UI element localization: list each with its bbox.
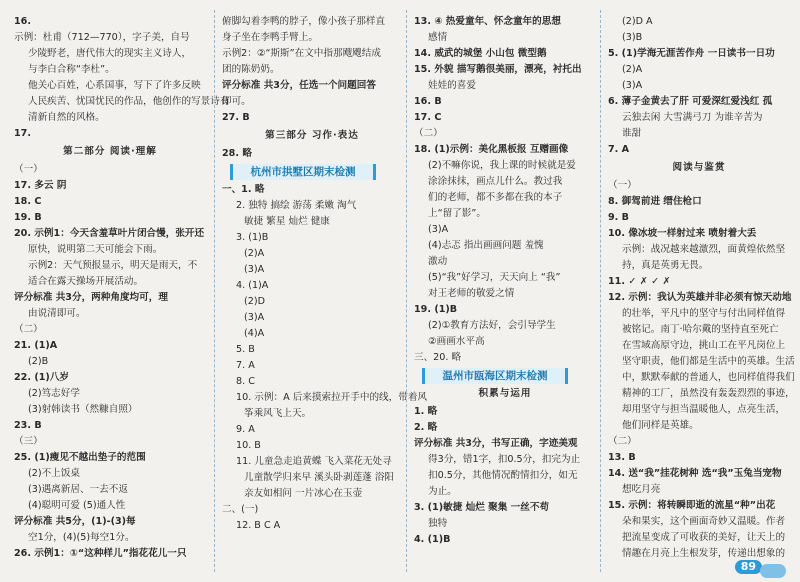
answer-line: 示例2：②“斯斯”在文中指那飕飕结成 xyxy=(222,48,381,59)
section-banner: 杭州市拱墅区期末检测 xyxy=(230,164,376,180)
answer-line: 13. ④ 热爱童年、怀念童年的思想 xyxy=(414,16,561,27)
answer-line: 少陵野老，唐代伟大的现实主义诗人， xyxy=(28,48,192,59)
answer-line: 把流星变成了可收获的美好，让天上的 xyxy=(622,532,786,543)
answer-line: ②画画水平高 xyxy=(428,336,485,347)
answer-line: （一） xyxy=(608,180,637,191)
answer-line: 16. xyxy=(14,16,31,27)
answer-line: (3)射韩读书（然糠自照） xyxy=(28,404,138,415)
answer-line: 11. ✓ ✗ ✓ ✗ xyxy=(608,276,671,287)
page-corner-decoration xyxy=(760,564,786,578)
answer-line: 18. C xyxy=(14,196,42,207)
answer-line: 他关心百姓，心系国事，写下了许多反映 xyxy=(28,80,201,91)
answer-line: 示例2：天气预报显示，明天是雨天，不 xyxy=(28,260,198,271)
answer-line: 与李白合称“李杜”。 xyxy=(28,64,115,75)
answer-line: 9. A xyxy=(236,424,255,435)
answer-line: 俯脚勾着李鸭的脖子，像小孩子那样直 xyxy=(222,16,386,27)
answer-line: 示例：杜甫（712—770），字子美，自号 xyxy=(14,32,190,43)
answer-line: 8. C xyxy=(236,376,255,387)
column-divider xyxy=(406,10,407,572)
answer-line: 17. C xyxy=(414,112,442,123)
answer-line: (2)不嘛你说，我上课的时候就是爱 xyxy=(428,160,576,171)
answer-line: 精神的工厂，虽然没有轰轰烈烈的事迹， xyxy=(622,388,795,399)
answer-line: 朵和果实，这个画面奇妙又温暖。作者 xyxy=(622,516,786,527)
answer-line: 娃娃的喜爱 xyxy=(428,80,476,91)
answer-line: 27. B xyxy=(222,112,250,123)
answer-line: （二） xyxy=(608,436,637,447)
answer-line: (3)B xyxy=(622,32,643,43)
answer-line: (3)A xyxy=(244,312,265,323)
answer-line: 原快，说明第二天可能会下雨。 xyxy=(28,244,163,255)
answer-line: 14. 威武的城堡 小山包 微型鹅 xyxy=(414,48,547,59)
answer-line: 10. 示例：A 后来摸索拉开手中的线，带着风 xyxy=(236,392,428,403)
answer-line: (4)A xyxy=(244,328,265,339)
answer-line: (2)D xyxy=(244,296,265,307)
answer-line: 一、1. 略 xyxy=(222,184,265,195)
answer-line: 想吃月亮 xyxy=(622,484,661,495)
answer-line: 清新自然的风格。 xyxy=(28,112,105,123)
answer-line: (5)“我”好学习，天天向上 “我” xyxy=(428,272,561,283)
answer-line: 涂涂抹抹，画点儿什么。教过我 xyxy=(428,176,563,187)
answer-line: 6. 薄子金黄去了肝 可爱深红爱浅红 孤 xyxy=(608,96,773,107)
answer-line: 3. (1)B xyxy=(236,232,269,243)
section-heading: 积累与运用 xyxy=(478,388,532,399)
answer-line: 15. 示例：将转瞬即逝的流星“种”出花 xyxy=(608,500,776,511)
answer-line: 17. xyxy=(14,128,31,139)
answer-line: 的壮举，平凡中的坚守与付出同样值得 xyxy=(622,308,786,319)
answer-line: 19. B xyxy=(14,212,42,223)
answer-line: (3)A xyxy=(428,224,449,235)
answer-line: (3)A xyxy=(622,80,643,91)
answer-line: 1. 略 xyxy=(414,406,438,417)
section-heading: 第三部分 习作·表达 xyxy=(265,130,359,141)
answer-line: 23. B xyxy=(14,420,42,431)
answer-line: 空1分，(4)(5)每空1分。 xyxy=(28,532,135,543)
answer-line: 被铭记。南丁·哈尔戴的坚持直至死亡 xyxy=(622,324,779,335)
answer-line: 筝乘风飞上天。 xyxy=(244,408,312,419)
answer-line: 5. (1)学海无涯苦作舟 一日读书一日功 xyxy=(608,48,775,59)
answer-line: 25. (1)瘦见不越出垫子的范围 xyxy=(14,452,146,463)
answer-line: 5. B xyxy=(236,344,255,355)
answer-line: 三、20. 略 xyxy=(414,352,462,363)
answer-line: (4)聪明可爱 (5)通人性 xyxy=(28,500,126,511)
answer-line: 却用坚守与担当温暖他人，点亮生活， xyxy=(622,404,786,415)
answer-line: 他们同样是英雄。 xyxy=(622,420,699,431)
answer-line: 3. (1)敏捷 灿烂 聚集 一丝不苟 xyxy=(414,502,550,513)
scoring-criteria: 评分标准 共3分，两种角度均可，理 xyxy=(14,292,168,303)
answer-line: 在雪域高原守边，挑山工在平凡岗位上 xyxy=(622,340,786,351)
answer-line: 二、(一) xyxy=(222,504,259,515)
answer-line: 中，默默奉献的普通人，也同样值得我们 xyxy=(622,372,795,383)
answer-line: 情趣在月亮上生根发芽，传递出想象的 xyxy=(622,548,786,559)
answer-line: 8. 御驾前进 缙住枪口 xyxy=(608,196,702,207)
answer-line: 感情 xyxy=(428,32,448,43)
answer-line: 团的陈奶奶。 xyxy=(222,64,280,75)
answer-line: 为止。 xyxy=(428,486,457,497)
answer-line: 云独去闲 大雪满弓刀 为谁辛苦为 xyxy=(622,112,763,123)
answer-line: 得3分，错1字，扣0.5分，扣完为止 xyxy=(428,454,581,465)
section-heading: 阅读与鉴赏 xyxy=(672,162,726,173)
answer-line: (2)①教育方法好，会引导学生 xyxy=(428,320,556,331)
scoring-criteria: 评分标准 共3分，任选一个问题回答 xyxy=(222,80,376,91)
answer-line: (3)A xyxy=(244,264,265,275)
answer-line: 26. 示例1：①“这种样儿”指花花儿一只 xyxy=(14,548,187,559)
answer-line: 18. (1)示例：美化黑板报 互赠画像 xyxy=(414,144,569,155)
answer-line: 13. B xyxy=(608,452,636,463)
answer-line: 10. B xyxy=(236,440,261,451)
answer-line: 17. 多云 阴 xyxy=(14,180,67,191)
answer-line: 们的老师，都不多都在我的本子 xyxy=(428,192,563,203)
answer-line: 10. 像冰坡一样射过来 喷射着大丢 xyxy=(608,228,757,239)
answer-line: 7. A xyxy=(608,144,630,155)
answer-line: 9. B xyxy=(608,212,629,223)
answer-line: 即可。 xyxy=(222,96,251,107)
section-heading: 第二部分 阅读·理解 xyxy=(63,146,157,157)
answer-line: 14. 送“我”挂花树种 选“我”玉兔当宠物 xyxy=(608,468,782,479)
answer-line: 20. 示例1：今天含羞草叶片闭合慢，张开还 xyxy=(14,228,205,239)
answer-line: （二） xyxy=(14,324,43,335)
answer-line: （二） xyxy=(414,128,443,139)
answer-line: (2)A xyxy=(622,64,643,75)
column-divider xyxy=(214,10,215,572)
section-banner: 温州市瓯海区期末检测 xyxy=(422,368,568,384)
answer-line: 4. (1)B xyxy=(414,534,451,545)
answer-line: 上“留了影”。 xyxy=(428,208,486,219)
answer-line: 16. B xyxy=(414,96,442,107)
answer-line: (3)遇离新居、一去不返 xyxy=(28,484,128,495)
column-divider xyxy=(600,10,601,572)
answer-line: 独特 xyxy=(428,518,448,529)
answer-line: 7. A xyxy=(236,360,255,371)
answer-line: 持，真是英勇无畏。 xyxy=(622,260,709,271)
column-4 xyxy=(608,14,795,562)
answer-line: (4)忐忑 指出画画问题 羞愧 xyxy=(428,240,544,251)
answer-line: 身子坐在李鸭手臂上。 xyxy=(222,32,318,43)
answer-line: 激动 xyxy=(428,256,448,267)
scoring-criteria: 评分标准 共5分，(1)-(3)每 xyxy=(14,516,136,527)
answer-line: 2. 略 xyxy=(414,422,438,433)
answer-line: (2)D A xyxy=(622,16,653,27)
scoring-criteria: 评分标准 共3分，书写正确，字迹美观 xyxy=(414,438,578,449)
answer-line: 28. 略 xyxy=(222,148,252,159)
answer-line: (2)A xyxy=(244,248,265,259)
answer-line: 4. (1)A xyxy=(236,280,269,291)
answer-line: 敏捷 繁星 灿烂 健康 xyxy=(244,216,330,227)
answer-line: 12. B C A xyxy=(236,520,281,531)
answer-line: (2)笃志好学 xyxy=(28,388,80,399)
answer-line: 儿童散学归来早 溪头卧剥莲蓬 浴阳 xyxy=(244,472,395,483)
answer-line: 坚守职责，他们都是生活中的英雄。生活 xyxy=(622,356,795,367)
answer-line: （一） xyxy=(14,164,43,175)
answer-line: 人民疾苦、忧国忧民的作品，他创作的写景诗有 xyxy=(28,96,230,107)
answer-line: 22. (1)八岁 xyxy=(14,372,69,383)
answer-line: 由说清即可。 xyxy=(28,308,86,319)
answer-line: (2)不上饭桌 xyxy=(28,468,80,479)
answer-line: 11. 儿童急走追黄蝶 飞入菜花无处寻 xyxy=(236,456,392,467)
answer-line: 扣0.5分，其他情况酌情扣分，如无 xyxy=(428,470,578,481)
column-1 xyxy=(14,14,230,562)
answer-line: 亲友如相问 一片冰心在玉壶 xyxy=(244,488,363,499)
answer-line: (2)B xyxy=(28,356,49,367)
answer-line: 示例：战况越来越激烈，面黄煌依然坚 xyxy=(622,244,786,255)
answer-line: 21. (1)A xyxy=(14,340,58,351)
answer-line: 适合在露天操场开展活动。 xyxy=(28,276,144,287)
answer-line: 2. 独特 搞绘 游荡 柔嫩 淘气 xyxy=(236,200,357,211)
page-number: 89 xyxy=(735,560,762,574)
answer-line: （三） xyxy=(14,436,43,447)
answer-line: 对王老师的敬爱之情 xyxy=(428,288,515,299)
column-3 xyxy=(414,14,596,548)
answer-line: 19. (1)B xyxy=(414,304,458,315)
answer-line: 谁甜 xyxy=(622,128,642,139)
answer-line: 15. 外貌 描写鹅很美丽，漂亮，衬托出 xyxy=(414,64,582,75)
answer-line: 12. 示例：我认为英雄并非必须有惊天动地 xyxy=(608,292,792,303)
